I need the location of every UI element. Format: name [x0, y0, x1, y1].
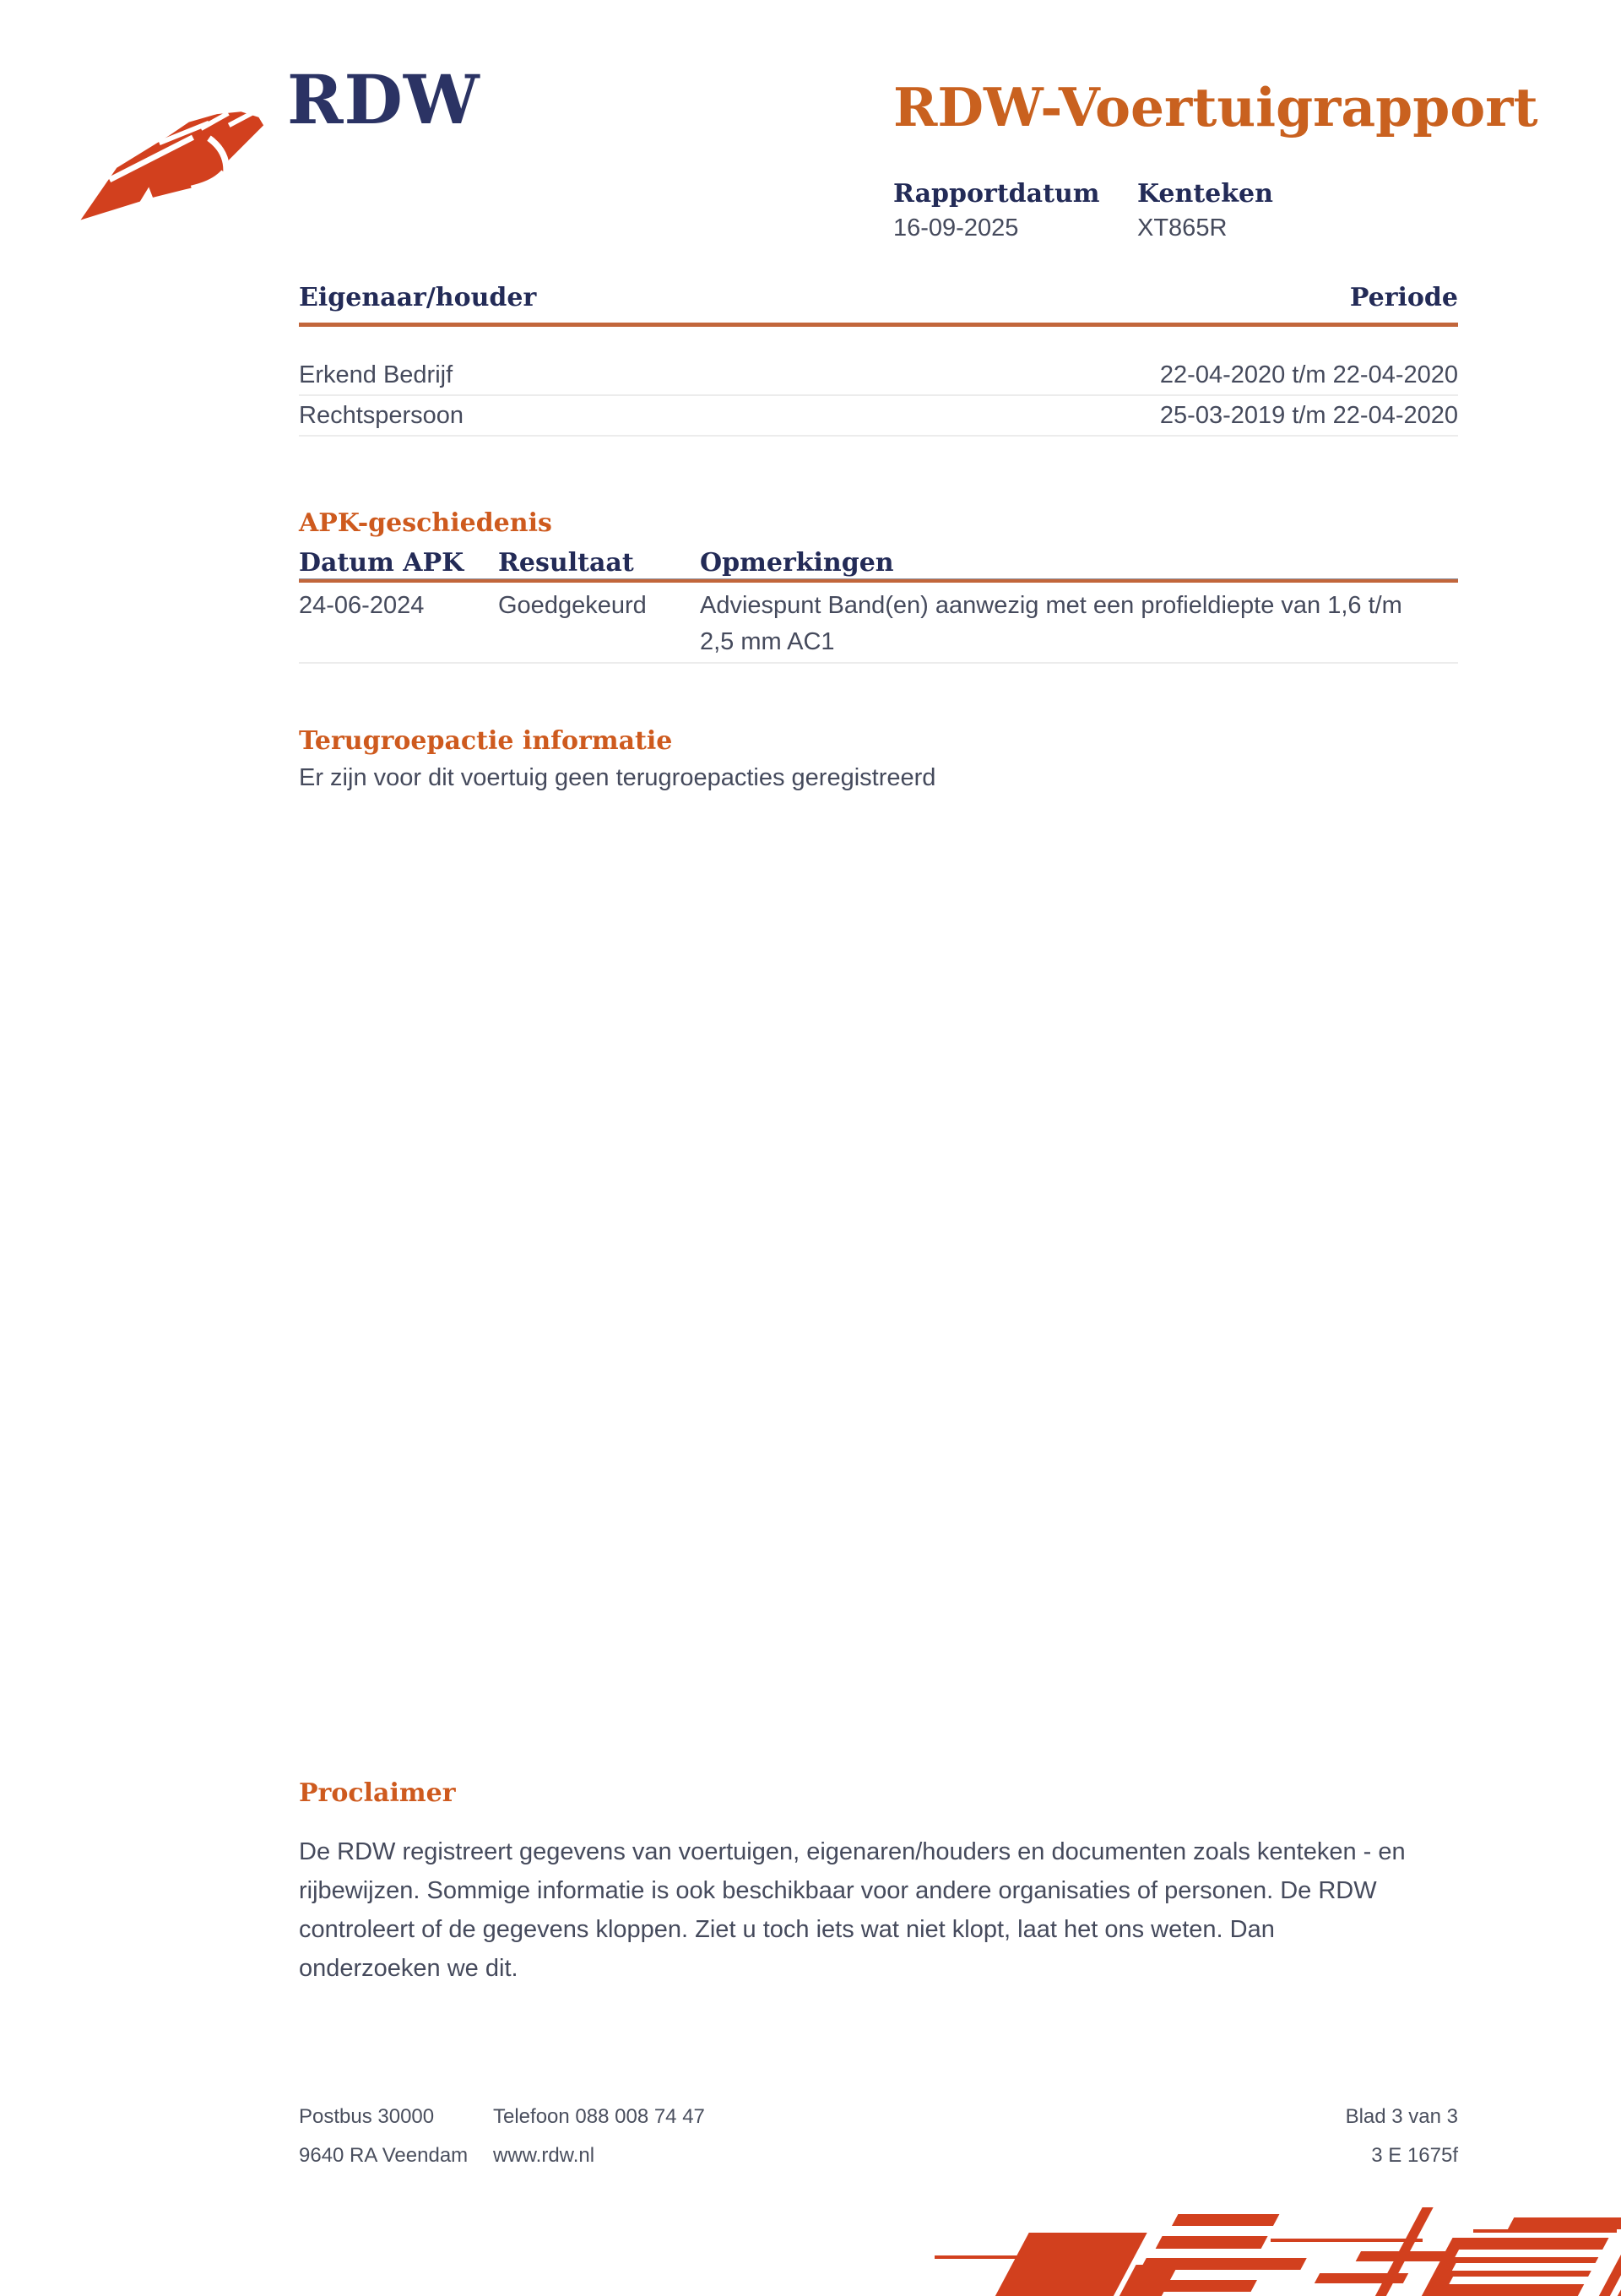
apk-col-remarks: Opmerkingen [700, 548, 894, 578]
period-column-label: Periode [1349, 283, 1458, 312]
owner-period: 25-03-2019 t/m 22-04-2020 [1159, 402, 1458, 429]
apk-col-result: Resultaat [498, 548, 634, 578]
footer-doc-code: 3 E 1675f [1371, 2144, 1458, 2167]
license-plate-value: XT865R [1137, 214, 1228, 242]
footer-city: 9640 RA Veendam [299, 2144, 469, 2167]
proclaimer-title: Proclaimer [299, 1778, 456, 1808]
orange-divider-rule [299, 323, 1458, 327]
footer-page-number: Blad 3 van 3 [1345, 2105, 1458, 2128]
footer-row [299, 2106, 1458, 2128]
apk-table-row [299, 583, 1458, 664]
report-meta-labels [893, 179, 1273, 209]
apk-section-title: APK-geschiedenis [299, 508, 552, 538]
owner-row [299, 356, 1458, 396]
apk-date: 24-06-2024 [299, 592, 425, 619]
recall-text: Er zijn voor dit voertuig geen terugroepacties geregistreerd [299, 764, 936, 791]
apk-remark: Adviespunt Band(en) aanwezig met een profieldiepte van 1,6 t/m 2,5 mm AC1 [700, 592, 1402, 655]
footer-phone: Telefoon 088 008 74 47 [493, 2105, 705, 2128]
page-title: RDW-Voertuigrapport [893, 76, 1538, 138]
owner-section [299, 284, 1458, 437]
rdw-speed-stripes-icon [933, 2199, 1621, 2296]
owner-name: Erkend Bedrijf [299, 361, 453, 388]
report-meta-values [893, 214, 1227, 242]
apk-result: Goedgekeurd [498, 592, 647, 619]
apk-history-section [299, 509, 1458, 664]
rdw-feather-logo-icon [73, 98, 265, 230]
proclaimer-section [299, 1779, 1458, 1988]
page-footer [299, 2106, 1458, 2167]
report-date-value: 16-09-2025 [893, 214, 1019, 242]
owner-section-header [299, 284, 1458, 312]
owner-row [299, 396, 1458, 437]
recall-section-title: Terugroepactie informatie [299, 726, 673, 756]
owner-period: 22-04-2020 t/m 22-04-2020 [1159, 361, 1458, 388]
report-date-label: Rapportdatum [893, 179, 1100, 209]
license-plate-label: Kenteken [1137, 179, 1273, 209]
owner-name: Rechtspersoon [299, 402, 464, 429]
owner-section-title: Eigenaar/houder [299, 283, 537, 312]
apk-col-date: Datum APK [299, 548, 464, 578]
rdw-logo-text: RDW [287, 60, 480, 139]
recall-section [299, 727, 1458, 791]
footer-row [299, 2145, 1458, 2167]
footer-website: www.rdw.nl [493, 2144, 595, 2167]
proclaimer-text: De RDW registreert gegevens van voertuigen, eigenaren/houders en documenten zoals kenteken - en rijbewijzen. Sommige informatie is ook beschikbaar voor andere organisaties of personen. De RDW controleert of de gegevens kloppen. Ziet u toch iets wat niet klopt, laat het ons weten. Dan onderzoeken we dit. [299, 1838, 1406, 1982]
apk-table-header [299, 549, 1458, 577]
footer-postbus: Postbus 30000 [299, 2105, 435, 2128]
owner-rows [299, 356, 1458, 437]
